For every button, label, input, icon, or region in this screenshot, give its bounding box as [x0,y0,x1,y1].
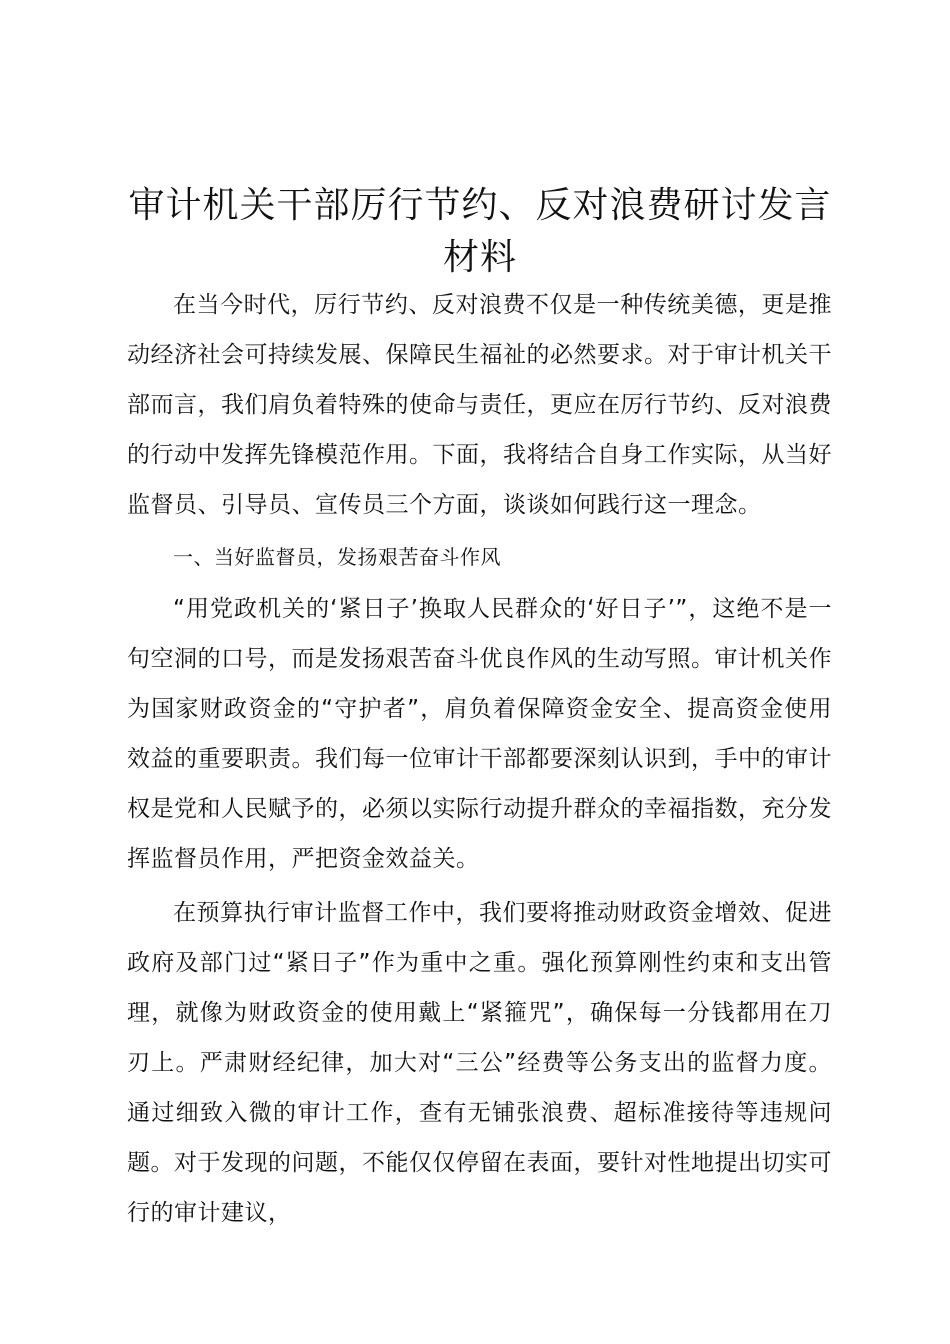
document-title: 审计机关干部厉行节约、反对浪费研讨发言材料 [128,185,832,278]
intro-paragraph: 在当今时代，厉行节约、反对浪费不仅是一种传统美德，更是推动经济社会可持续发展、保障民生福祉的必然要求。对于审计机关干部而言，我们肩负着特殊的使命与责任，更应在厉行节约、反对浪费的行动中发挥先锋模范作用。下面，我将结合自身工作实际，从当好监督员、引导员、宣传员三个方面，谈谈如何践行这一理念。 [127,292,832,518]
body-paragraph: “用党政机关的‘紧日子’换取人民群众的‘好日子’”，这绝不是一句空洞的口号，而是发扬艰苦奋斗优良作风的生动写照。审计机关作为国家财政资金的“守护者”，肩负着保障资金安全、提高资金使用效益的重要职责。我们每一位审计干部都要深刻认识到，手中的审计权是党和人民赋予的，必须以实际行动提升群众的幸福指数，充分发挥监督员作用，严把资金效益关。 [127,596,832,872]
body-paragraph: 在预算执行审计监督工作中，我们要将推动财政资金增效、促进政府及部门过“紧日子”作为重中之重。强化预算刚性约束和支出管理，就像为财政资金的使用戴上“紧箍咒”，确保每一分钱都用在刀刃上。严肃财经纪律，加大对“三公”经费等公务支出的监督力度。通过细致入微的审计工作，查有无铺张浪费、超标准接待等违规问题。对于发现的问题，不能仅仅停留在表面，要针对性地提出切实可行的审计建议， [127,900,832,1226]
document-body [127,280,832,1238]
section-heading: 一、当好监督员，发扬艰苦奋斗作风 [173,545,501,569]
